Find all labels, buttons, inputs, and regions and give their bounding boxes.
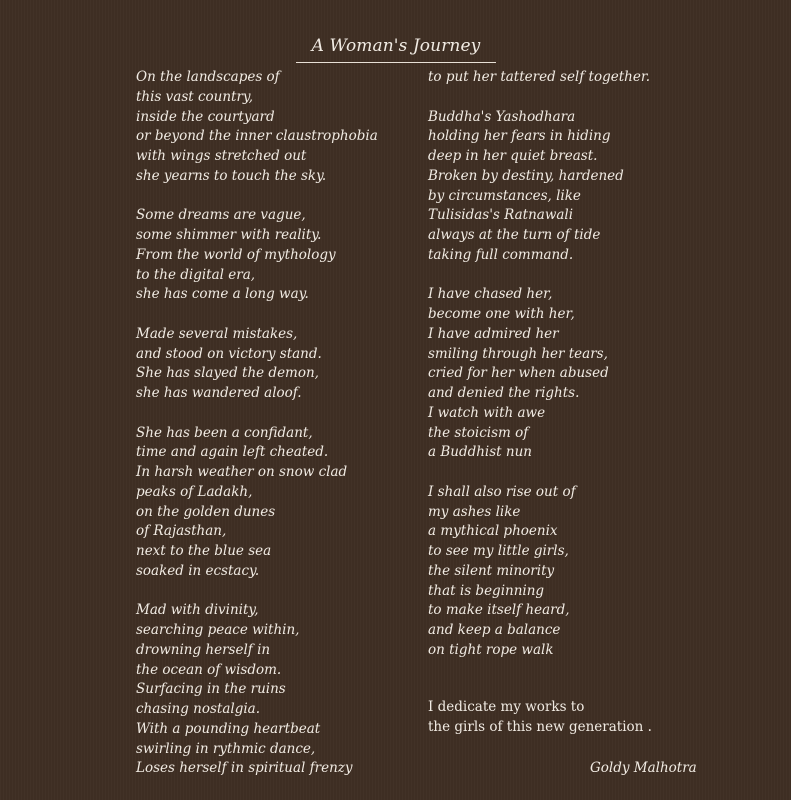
poem-line: I have chased her, [428, 286, 553, 303]
author-signature: Goldy Malhotra [590, 760, 697, 776]
poem-line: inside the courtyard [136, 108, 275, 125]
poem-line: I shall also rise out of [428, 483, 576, 500]
poem-line: to make itself heard, [428, 602, 570, 619]
poem-line: drowning herself in [136, 641, 271, 658]
poem-line: Mad with divinity, [136, 602, 259, 619]
poem-line: always at the turn of tide [428, 227, 601, 243]
poem-line: time and again left cheated. [136, 444, 329, 461]
poem-line: on the golden dunes [136, 503, 276, 520]
poem-line: on tight rope walk [428, 641, 554, 658]
dedication-line: the girls of this new generation . [428, 718, 652, 735]
poem-line: Buddha's Yashodhara [428, 108, 576, 125]
poem-line: a Buddhist nun [428, 444, 532, 461]
poem-line: with wings stretched out [136, 148, 307, 164]
poem-line: With a pounding heartbeat [136, 720, 321, 737]
poem-line: holding her fears in hiding [428, 128, 611, 145]
poem-line: swirling in rythmic dance, [136, 740, 316, 757]
poem-line: some shimmer with reality. [136, 227, 322, 243]
poem-line: to the digital era, [136, 266, 256, 283]
poem-line: soaked in ecstacy. [136, 562, 260, 579]
poem-line: the silent minority [428, 562, 555, 579]
poem-line: searching peace within, [136, 622, 300, 638]
poem-line: and keep a balance [428, 622, 561, 638]
poem-line: of Rajasthan, [136, 523, 227, 540]
poem-line: become one with her, [428, 306, 575, 322]
poem-line: cried for her when abused [428, 365, 609, 382]
poem-left-column [136, 68, 406, 779]
poem-line: I watch with awe [428, 404, 546, 421]
poem-line: Some dreams are vague, [136, 207, 306, 224]
poem-line: Tulisidas's Ratnawali [428, 207, 574, 224]
stanza-gap [136, 187, 406, 207]
stanza-gap [428, 88, 678, 108]
poem-line: smiling through her tears, [428, 345, 608, 362]
poem-line: Surfacing in the ruins [136, 681, 286, 698]
poem-line: my ashes like [428, 503, 521, 520]
poem-line: a mythical phoenix [428, 523, 558, 540]
poem-line: to see my little girls, [428, 543, 569, 559]
poem-line: the ocean of wisdom. [136, 661, 282, 678]
poem-title: A Woman's Journey [311, 36, 481, 56]
poem-line: Broken by destiny, hardened [428, 167, 624, 184]
poem-line: I have admired her [428, 325, 559, 342]
dedication-line: I dedicate my works to [428, 699, 585, 715]
stanza-gap [136, 404, 406, 424]
title-underline [296, 62, 496, 63]
poem-line: chasing nostalgia. [136, 701, 261, 717]
poem-line: In harsh weather on snow clad [136, 464, 348, 480]
poem-line: this vast country, [136, 88, 254, 105]
poem-line: that is beginning [428, 582, 545, 599]
stanza-gap [136, 582, 406, 602]
poem-line: or beyond the inner claustrophobia [136, 128, 378, 145]
poem-line: she has wandered aloof. [136, 385, 302, 401]
poem-line: Made several mistakes, [136, 325, 298, 342]
stanza-gap [136, 305, 406, 325]
poem-line: From the world of mythology [136, 246, 336, 263]
poem-line: she yearns to touch the sky. [136, 167, 327, 184]
stanza-gap [428, 463, 678, 483]
poem-line: and denied the rights. [428, 385, 580, 401]
poem-line: She has been a confidant, [136, 424, 313, 441]
poem-line: peaks of Ladakh, [136, 483, 253, 500]
poem-right-column [428, 68, 678, 661]
poem-line: On the landscapes of [136, 69, 280, 85]
poem-line: deep in her quiet breast. [428, 148, 598, 164]
poem-line: she has come a long way. [136, 286, 309, 303]
poem-line: Loses herself in spiritual frenzy [136, 760, 353, 777]
poem-line: by circumstances, like [428, 187, 581, 204]
poem-line: to put her tattered self together. [428, 69, 651, 85]
dedication [428, 698, 688, 738]
poem-line: taking full command. [428, 246, 574, 263]
poem-line: next to the blue sea [136, 543, 272, 559]
poem-line: She has slayed the demon, [136, 365, 319, 382]
poem-line: the stoicism of [428, 424, 529, 441]
poem-line: and stood on victory stand. [136, 345, 322, 362]
stanza-gap [428, 266, 678, 286]
